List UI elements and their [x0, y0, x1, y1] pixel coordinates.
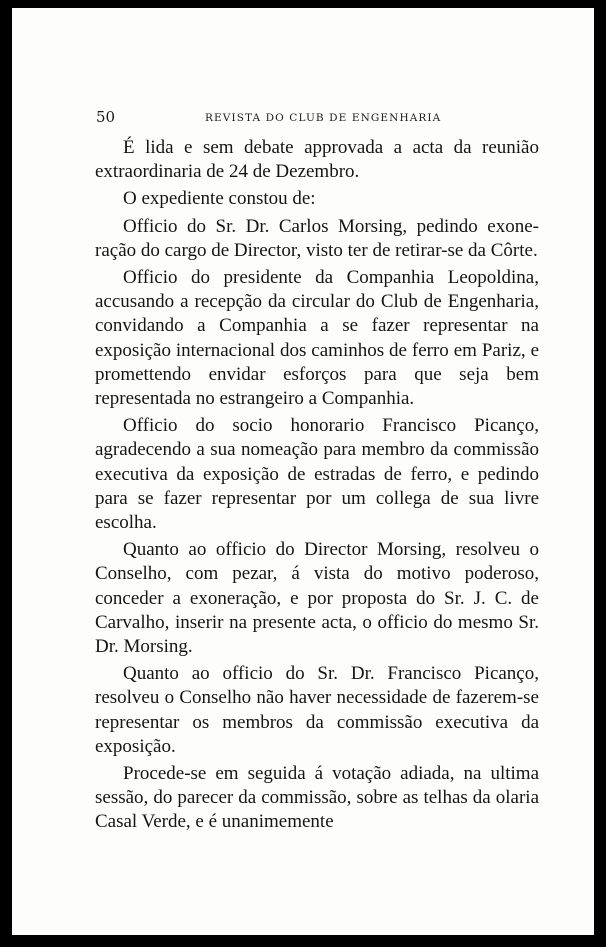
paragraph-officio-picanco: Officio do socio honorario Francisco Picanço, agradecendo a sua nomeação para membro da commissão executiva da exposição de estradas de ferro, e pedindo para se fazer representar por um collega de sua livre escolha. — [95, 415, 539, 534]
paragraph-officio-leopoldina: Officio do presidente da Companhia Leopoldina, accusando a recepção da circular do Club de Engenharia, convidando a Companhia a se fazer representar na exposição internacional dos caminhos de ferro em Pariz, e promettendo envidar esforços para que seja bem representada no estrangeiro a Companhia. — [95, 267, 539, 410]
paragraph-votacao: Procede-se em seguida á votação adiada, na ultima sessão, do parecer da commissão, sobre as telhas da olaria Casal Verde, e é unanimemente — [95, 763, 539, 833]
paragraph-expediente: O expediente constou de: — [123, 188, 316, 210]
paragraph-acta: É lida e sem debate approvada a acta da reunião extraordinaria de 24 de Dezembro. — [95, 137, 539, 183]
paragraph-officio-morsing: Officio do Sr. Dr. Carlos Morsing, pedindo exoneração do cargo de Director, visto ter de retirar-se da Côrte. — [95, 215, 539, 261]
running-title: REVISTA DO CLUB DE ENGENHARIA — [205, 112, 442, 124]
paragraph-resolucao-morsing: Quanto ao officio do Director Morsing, resolveu o Conselho, com pezar, á vista do motivo poderoso, conceder a exoneração, e por proposta do Sr. J. C. de Carvalho, inserir na presente acta, o officio do mesmo Sr. Dr. Morsing. — [95, 539, 539, 658]
page-number: 50 — [96, 108, 116, 126]
page-header — [96, 108, 540, 130]
body-text — [95, 136, 539, 838]
paragraph-resolucao-picanco: Quanto ao officio do Sr. Dr. Francisco Picanço, resolveu o Conselho não haver necessidade de fazerem-se representar os membros da commissão executiva da exposição. — [95, 663, 539, 757]
book-page — [12, 8, 594, 935]
